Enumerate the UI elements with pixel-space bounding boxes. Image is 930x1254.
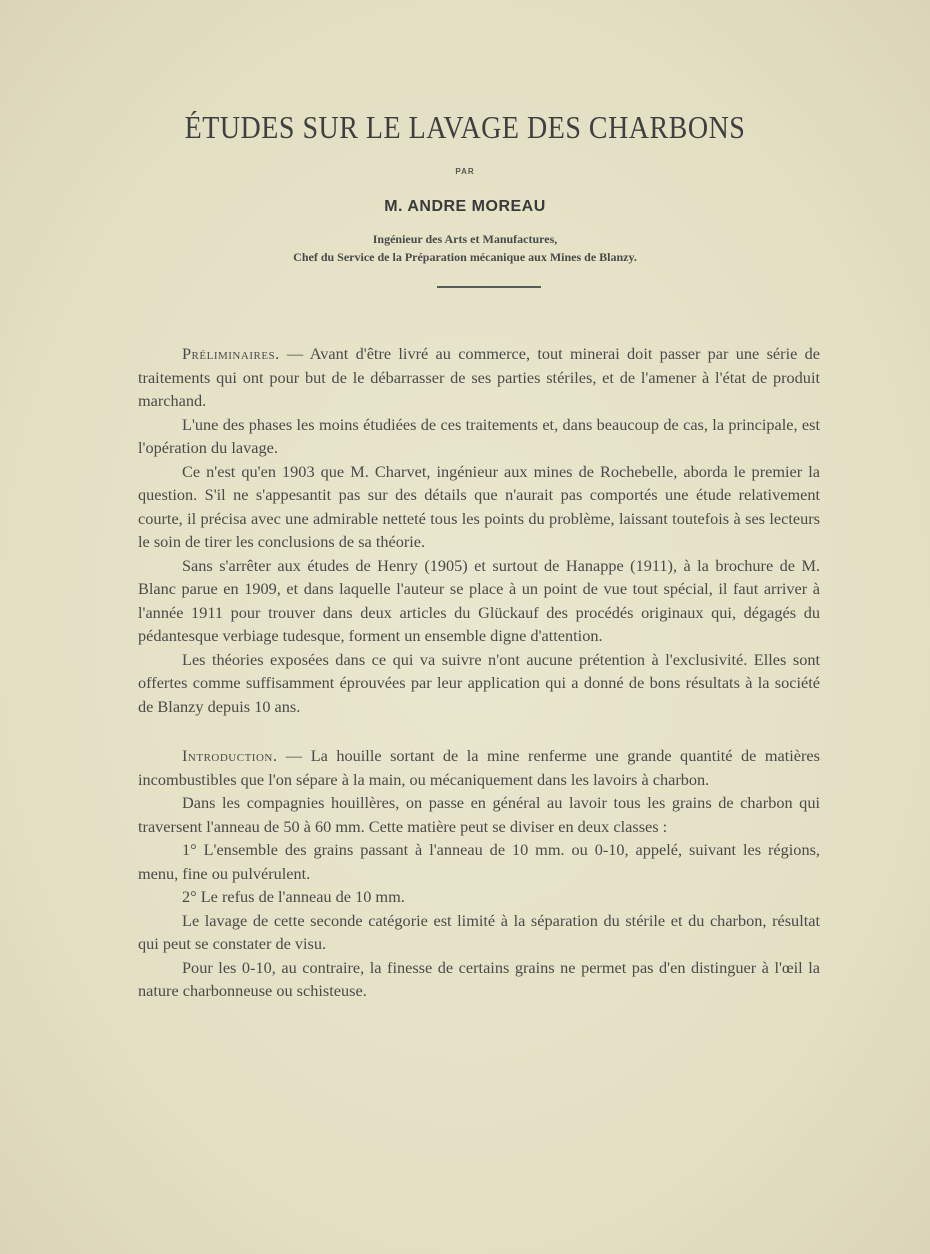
paragraph: L'une des phases les moins étudiées de ces traitements et, dans beaucoup de cas, la principale, est l'opération du lavage. bbox=[138, 414, 820, 457]
paragraph: Sans s'arrêter aux études de Henry (1905) et surtout de Hanappe (1911), à la brochure de M. Blanc parue en 1909, et dans laquelle l'auteur se place à un point de vue tout spécial, il faut arriver à l'année 1911 pour trouver dans deux articles du Glückauf des procédés originaux qui, dégagés du pédantesque verbiage tudesque, forment un ensemble digne d'attention. bbox=[138, 555, 820, 645]
paragraph-introduction bbox=[138, 744, 820, 791]
paragraph: Le lavage de cette seconde catégorie est limité à la séparation du stérile et du charbon, résultat qui peut se constater de visu. bbox=[138, 910, 820, 953]
section-lead-preliminaires: Préliminaires. bbox=[182, 344, 280, 363]
author-affiliation-1: Ingénieur des Arts et Manufactures, bbox=[372, 232, 558, 246]
paragraph-text: — Avant d'être livré au commerce, tout minerai doit passer par une série de traitements qui ont pour but de le débarrasser de ses parties stériles, et de l'amener à l'état de produit marchand. bbox=[138, 344, 820, 410]
by-line: PAR bbox=[455, 167, 475, 176]
paragraph: Dans les compagnies houillères, on passe en général au lavoir tous les grains de charbon qui traversent l'anneau de 50 à 60 mm. Cette matière peut se diviser en deux classes : bbox=[138, 793, 820, 836]
article-body bbox=[138, 342, 820, 1003]
author-name: M. ANDRE MOREAU bbox=[384, 198, 546, 215]
paragraph: Ce n'est qu'en 1903 que M. Charvet, ingénieur aux mines de Rochebelle, aborda le premier la question. S'il ne s'appesantit pas sur des détails que n'aurait pas comportés une étude relativement courte, il précisa avec une admirable netteté tous les points du problème, laissant toutefois à ses lecteurs le soin de tirer les conclusions de sa théorie. bbox=[138, 461, 820, 551]
author-affiliation-2: Chef du Service de la Préparation mécanique aux Mines de Blanzy. bbox=[293, 250, 637, 264]
paragraph: Pour les 0-10, au contraire, la finesse de certains grains ne permet pas d'en distinguer à l'œil la nature charbonneuse ou schisteuse. bbox=[138, 957, 820, 1000]
paragraph: 1° L'ensemble des grains passant à l'anneau de 10 mm. ou 0-10, appelé, suivant les régions, menu, fine ou pulvérulent. bbox=[138, 840, 820, 883]
paragraph: Les théories exposées dans ce qui va suivre n'ont aucune prétention à l'exclusivité. Elles sont offertes comme suffisamment éprouvées par leur application qui a donné de bons résultats à la société de Blanzy depuis 10 ans. bbox=[138, 649, 820, 716]
paragraph-preliminaires bbox=[138, 342, 820, 413]
paragraph-text: — La houille sortant de la mine renferme une grande quantité de matières incombustibles que l'on sépare à la main, ou mécaniquement dans les lavoirs à charbon. bbox=[138, 746, 820, 789]
article-title: ÉTUDES SUR LE LAVAGE DES CHARBONS bbox=[184, 111, 746, 146]
title-divider bbox=[437, 286, 541, 288]
paragraph: 2° Le refus de l'anneau de 10 mm. bbox=[182, 887, 405, 906]
section-lead-introduction: Introduction. bbox=[182, 746, 278, 765]
